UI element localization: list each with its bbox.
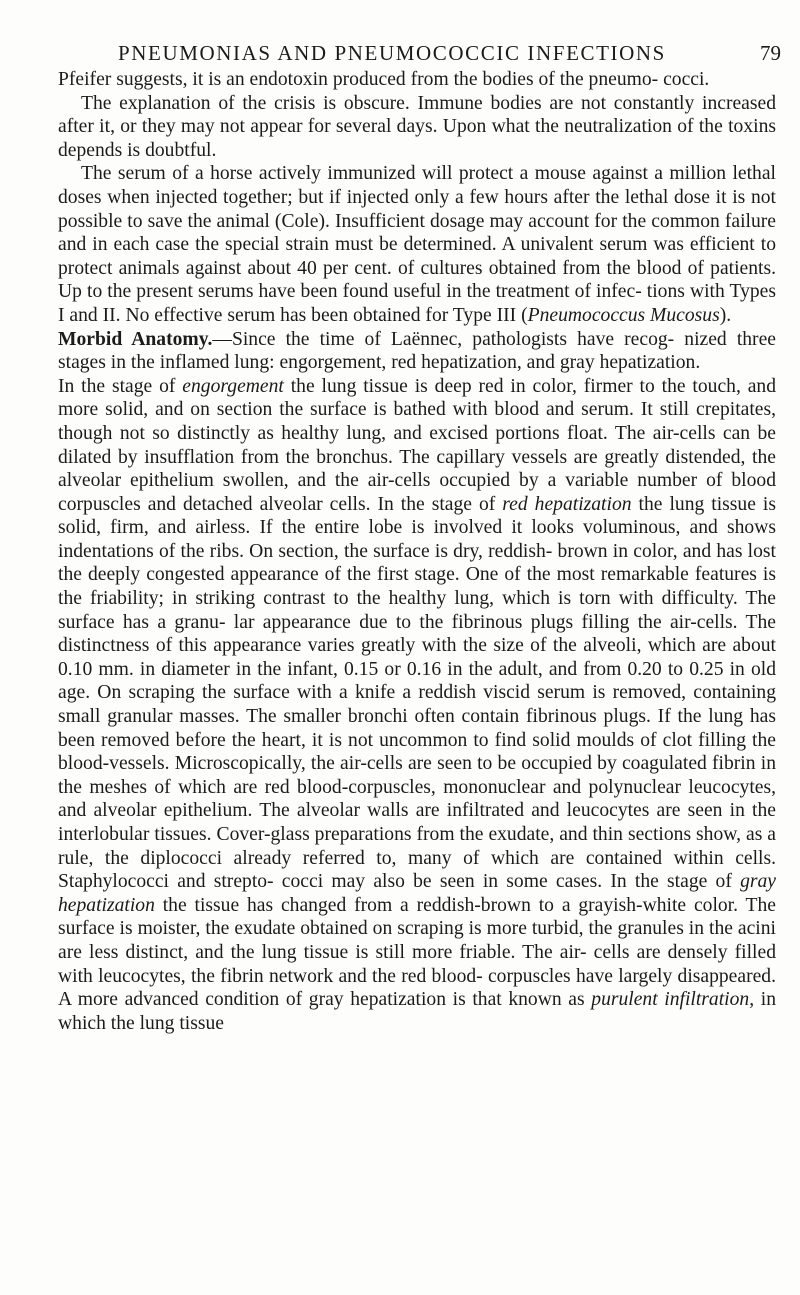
italic-term-engorgement: engorgement [182,375,284,397]
paragraph-serum [58,162,776,327]
italic-species-name: Pneumococcus Mucosus [527,304,720,326]
page-number: 79 [760,41,781,65]
paragraph-text: The serum of a horse actively immunized will protect a mouse against a million lethal doses when injected together; but if injected only a few hours after the lethal dose it is not possible to save the animal (Cole). Insufficient dosage may account for the common failure and in each case the special strain must be determined. A univalent serum was efficient to protect animals against about 40 per cent. of cultures obtained from the blood of patients. Up to the present serums have been found useful in the treatment of infec- tions with Types I and II. No effective serum has been obtained for Type III [58,163,776,326]
paragraph-text: In the stage of [58,375,183,397]
paragraph-text: the lung tissue is deep red in color, firmer to the touch, and more solid, and on section the surface is bathed with blood and serum. It still crepitates, though not so distinctly as healthy lung, and excised portions float. The air-cells can be dilated by insufflation from the bronchus. The capillary vessels are greatly distended, the alveolar epithelium swollen, and the air-cells occupied by a variable number of blood corpuscles and detached alveolar cells. In the stage of [58,375,777,515]
section-heading: Morbid Anatomy. [58,328,213,350]
paragraph-text: —Since the time of Laënnec, pathologists have recog- nized three stages in the inflamed lung: engorgement, red hepatization, and gray hepatization. [58,328,776,374]
paragraph-text: the tissue has changed from a reddish-brown to a grayish-white color. The surface is moister, the exudate obtained on scraping is more turbid, the granules in the acini are less distinct, and the lung tissue is still more friable. The air- cells are densely filled with leucocytes, the fibrin network and the red blood- corpuscles have largely disappeared. A more advanced condition of gray hepatization is that known as [58,894,776,1011]
paragraph-text: The explanation of the crisis is obscure. Immune bodies are not constantly increased after it, or they may not appear for several days. Upon what the neutralization of the toxins depends is doubtful. [58,92,776,161]
body-text [58,68,776,1035]
running-head [60,41,800,71]
paragraph-text: Pfeifer suggests, it is an endotoxin produced from the bodies of the pneumo- cocci. [58,69,710,90]
paragraph-crisis [58,92,776,163]
paragraph-pfeifer [58,68,776,92]
paragraph-text: in which the lung tissue [58,989,776,1034]
italic-term-red-hepatization: red hepatization [502,493,632,515]
running-title: PNEUMONIAS AND PNEUMOCOCCIC INFECTIONS [118,41,666,65]
italic-term-purulent-infiltration: purulent infiltration, [591,989,755,1011]
paragraph-text: the lung tissue is solid, firm, and airless. If the entire lobe is involved it looks voluminous, and shows indentations of the ribs. On section, the surface is dry, reddish- brown in color, and has lost the deeply congested appearance of the first stage. One of the most remarkable features is the friability; in striking contrast to the healthy lung, which is torn with difficulty. The surface has a granu- lar appearance due to the fibrinous plugs filling the air-cells. The distinctness of this appearance varies greatly with the size of the alveoli, which are about 0.10 mm. in diameter in the infant, 0.15 or 0.16 in the adult, and from 0.20 to 0.25 in old age. On scraping the surface with a knife a reddish viscid serum is removed, containing small granular masses. The smaller bronchi often contain fibrinous plugs. If the lung has been removed before the heart, it is not uncommon to find solid moulds of clot filling the blood-vessels. Microscopically, the air-cells are seen to be occupied by coagulated fibrin in the meshes of which are red blood-corpuscles, mononuclear and polynuclear leucocytes, and alveolar epithelium. The alveolar walls are infiltrated and leucocytes are seen in the interlobular tissues. Cover-glass preparations from the exudate, and thin sections show, as a rule, the diplococci already referred to, many of which are contained within cells. Staphylococci and strepto- cocci may also be seen in some cases. In the stage of [58,493,776,893]
paren-open: ( [521,304,528,326]
italic-term-gray-hepatization: gray hepatization [58,871,776,916]
paragraph-morbid-anatomy [58,328,776,375]
paragraph-stages [58,375,776,1036]
paren-close: ). [719,304,732,326]
